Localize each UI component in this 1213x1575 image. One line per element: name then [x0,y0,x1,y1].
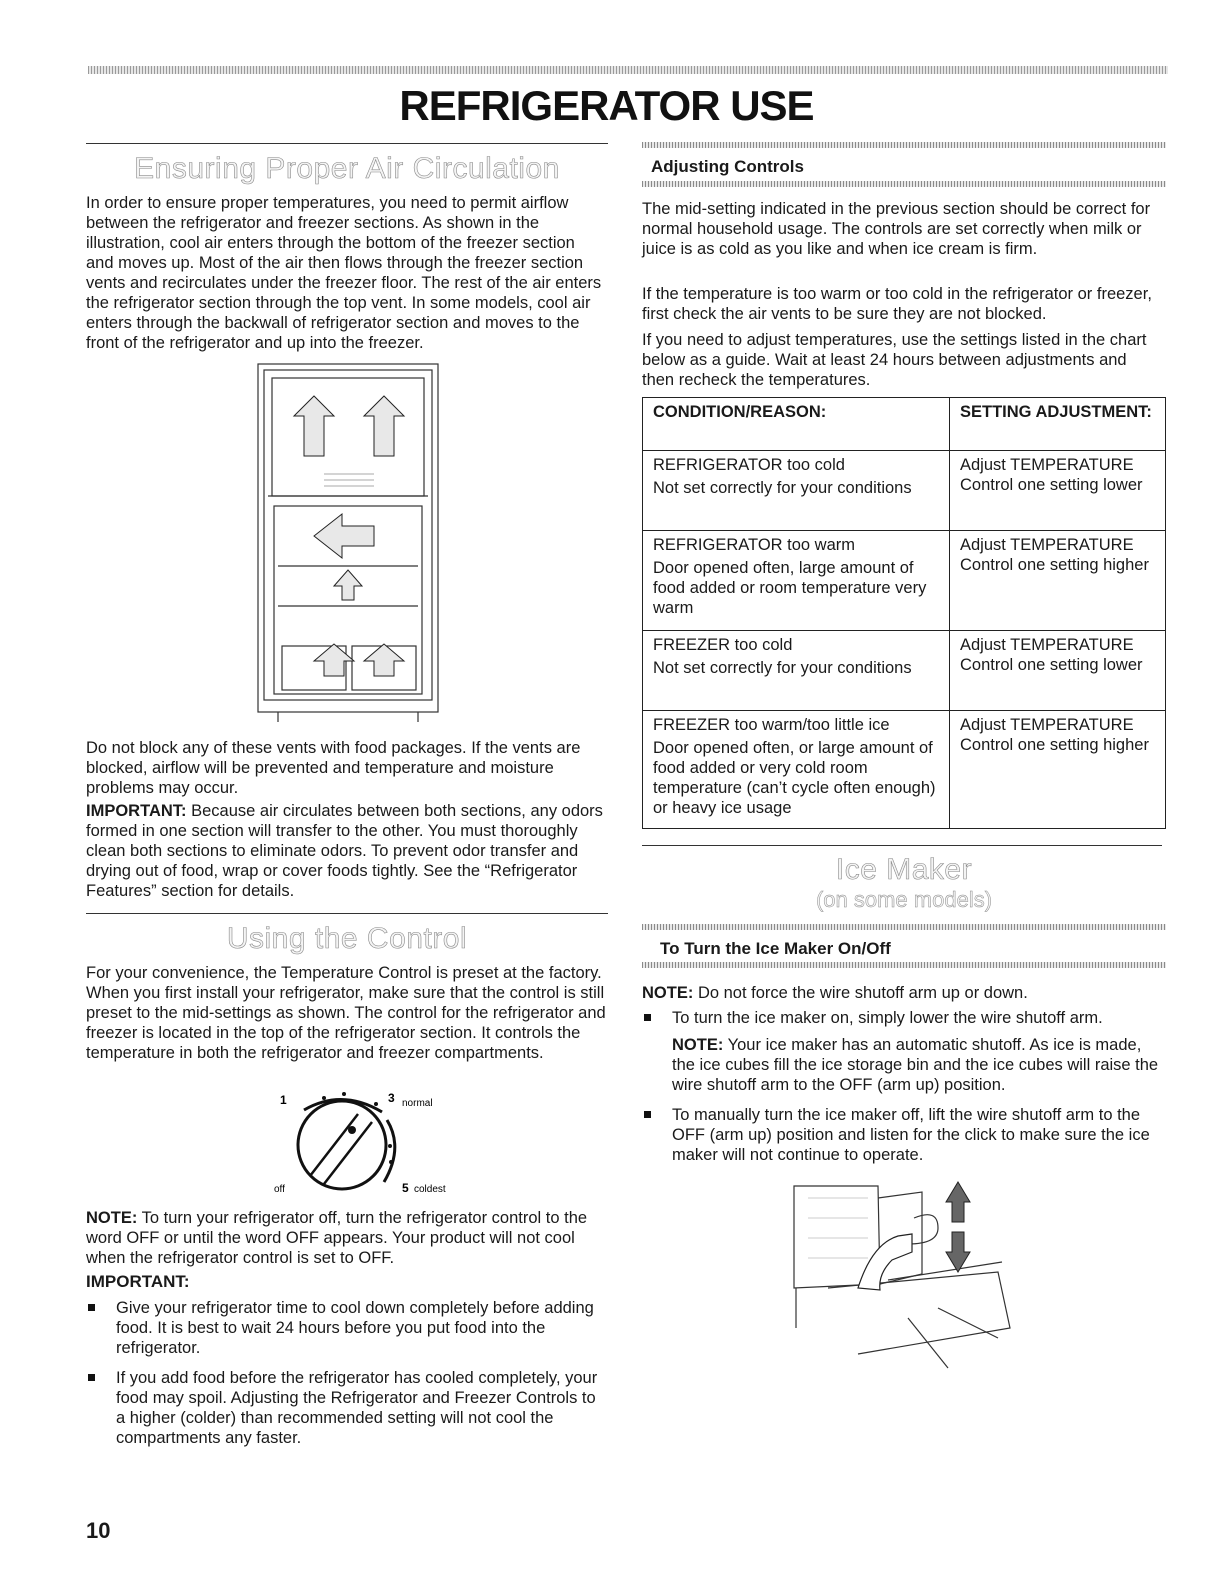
airflow-illustration [254,356,446,722]
reason-text: Door opened often, or large amount of food added or very cold room temperature (can’t cycle often enough) or heavy ice usage [653,739,936,817]
reason-text: Door opened often, large amount of food added or room temperature very warm [653,559,927,617]
table-cell-setting: Adjust TEMPERATURE Control one setting higher [950,531,1166,631]
ice-maker-illustration [788,1178,1018,1378]
temperature-control-dial [272,1090,472,1200]
dial-label-normal: normal [402,1098,433,1109]
note-text: Do not force the wire shutoff arm up or down. [697,984,1028,1002]
table-cell-condition [643,711,950,829]
list-item: To manually turn the ice maker off, lift the wire shutoff arm to the OFF (arm up) position and listen for the click to make sure the ice maker will not continue to operate. [642,1105,1164,1165]
table-row [643,711,1166,829]
airflow-intro: In order to ensure proper temperatures, you need to permit airflow between the refrigerator and freezer sections. As shown in the illustration, cool air enters through the bottom of the freezer section and moves up. Most of the air then flows through the freezer section vents and recirculates under the freezer floor. The rest of the air enters the refrigerator section through the top vent. In some models, cool air enters through the backwall of refrigerator section and moves to the front of the refrigerator and up into the freezer. [86,194,602,352]
adjusting-p1: The mid-setting indicated in the previous section should be correct for normal household usage. The controls are set correctly when milk or juice is as cold as you like and when ice cream is firm. [642,200,1151,258]
dial-label-coldest: coldest [414,1184,446,1195]
note-label: NOTE: [86,1209,138,1227]
condition-text: FREEZER too warm/too little ice [653,716,890,734]
dotted-band [642,962,1166,968]
table-cell-setting: Adjust TEMPERATURE Control one setting lower [950,631,1166,711]
ice-maker-bullets-2 [642,1105,1164,1175]
condition-text: FREEZER too cold [653,636,793,654]
vents-note: Do not block any of these vents with food packages. If the vents are blocked, airflow will be prevented and temperature and moisture problems may occur. [86,739,581,797]
note-label: NOTE: [672,1036,724,1054]
table-header-row [643,398,1166,451]
dotted-band [642,924,1166,930]
dial-label-5: 5 [402,1181,409,1195]
airflow-important [86,801,606,901]
ice-maker-bullets [642,1008,1164,1038]
ice-maker-heading: Ice Maker [835,853,973,886]
note-text: Your ice maker has an automatic shutoff. As ice is made, the ice cubes fill the ice storage bin and the ice cubes will raise the wire shutoff arm to the OFF (arm up) position. [672,1036,1159,1094]
reason-text: Not set correctly for your conditions [653,479,912,497]
dotted-band [642,181,1166,187]
table-row [643,531,1166,631]
adjusting-p2: If the temperature is too warm or too cold in the refrigerator or freezer, first check the air vents to be sure they are not blocked. [642,285,1152,323]
section-divider [642,845,1162,846]
table-cell-condition [643,451,950,531]
condition-text: REFRIGERATOR too cold [653,456,845,474]
ice-maker-subtitle: To Turn the Ice Maker On/Off [660,939,891,958]
table-cell-setting: Adjust TEMPERATURE Control one setting lower [950,451,1166,531]
adjustment-table [642,397,1166,829]
col-header-setting: SETTING ADJUSTMENT: [950,398,1166,451]
dotted-band [642,142,1166,148]
condition-text: REFRIGERATOR too warm [653,536,856,554]
dial-label-off: off [274,1184,285,1195]
adjusting-heading: Adjusting Controls [651,157,804,176]
dial-label-3: 3 [388,1091,395,1105]
ice-maker-note [642,983,1162,1003]
control-important-label: IMPORTANT: [86,1272,190,1291]
important-label: IMPORTANT: [86,802,187,820]
list-item: To turn the ice maker on, simply lower the wire shutoff arm. [642,1008,1164,1028]
ice-maker-subheading: (on some models) [815,887,993,912]
table-row [643,631,1166,711]
important-text: Because air circulates between both sections, any odors formed in one section will transfer to the other. You must thoroughly clean both sections to eliminate odors. To prevent odor transfer and drying out of food, wrap or cover foods tightly. See the “Refrigerator Features” section for details. [86,802,603,900]
control-heading: Using the Control [226,922,468,955]
adjusting-p3: If you need to adjust temperatures, use the settings listed in the chart below as a guide. Wait at least 24 hours between adjustments and then recheck the temperatures. [642,331,1147,389]
page-title: REFRIGERATOR USE [399,82,814,129]
reason-text: Not set correctly for your conditions [653,659,912,677]
list-item: Give your refrigerator time to cool down completely before adding food. It is best to wait 24 hours before you put food into the refrigerator. [86,1298,606,1358]
note-label: NOTE: [642,984,694,1002]
table-cell-setting: Adjust TEMPERATURE Control one setting higher [950,711,1166,829]
section-divider [86,913,608,914]
page-number: 10 [86,1518,111,1543]
note-text: To turn your refrigerator off, turn the refrigerator control to the word OFF or until the word OFF appears. Your product will not cool when the refrigerator control is set to OFF. [86,1209,588,1267]
table-cell-condition [643,631,950,711]
control-intro: For your convenience, the Temperature Control is preset at the factory. When you first install your refrigerator, make sure that the control is still preset to the mid-settings as shown. The control for the refrigerator and freezer is located in the top of the refrigerator section. It controls the temperature in both the refrigerator and freezer compartments. [86,964,606,1062]
control-note [86,1208,606,1268]
table-cell-condition [643,531,950,631]
control-bullets [86,1298,606,1458]
ice-maker-inner-note [642,1035,1162,1095]
section-divider [86,143,608,144]
airflow-heading: Ensuring Proper Air Circulation [134,152,560,185]
table-row [643,451,1166,531]
col-header-condition: CONDITION/REASON: [643,398,950,451]
dial-label-1: 1 [280,1093,287,1107]
top-decorative-band [88,66,1168,74]
list-item: If you add food before the refrigerator has cooled completely, your food may spoil. Adjusting the Refrigerator and Freezer Controls to a higher (colder) than recommended setting will not cool the compartments any faster. [86,1368,606,1448]
